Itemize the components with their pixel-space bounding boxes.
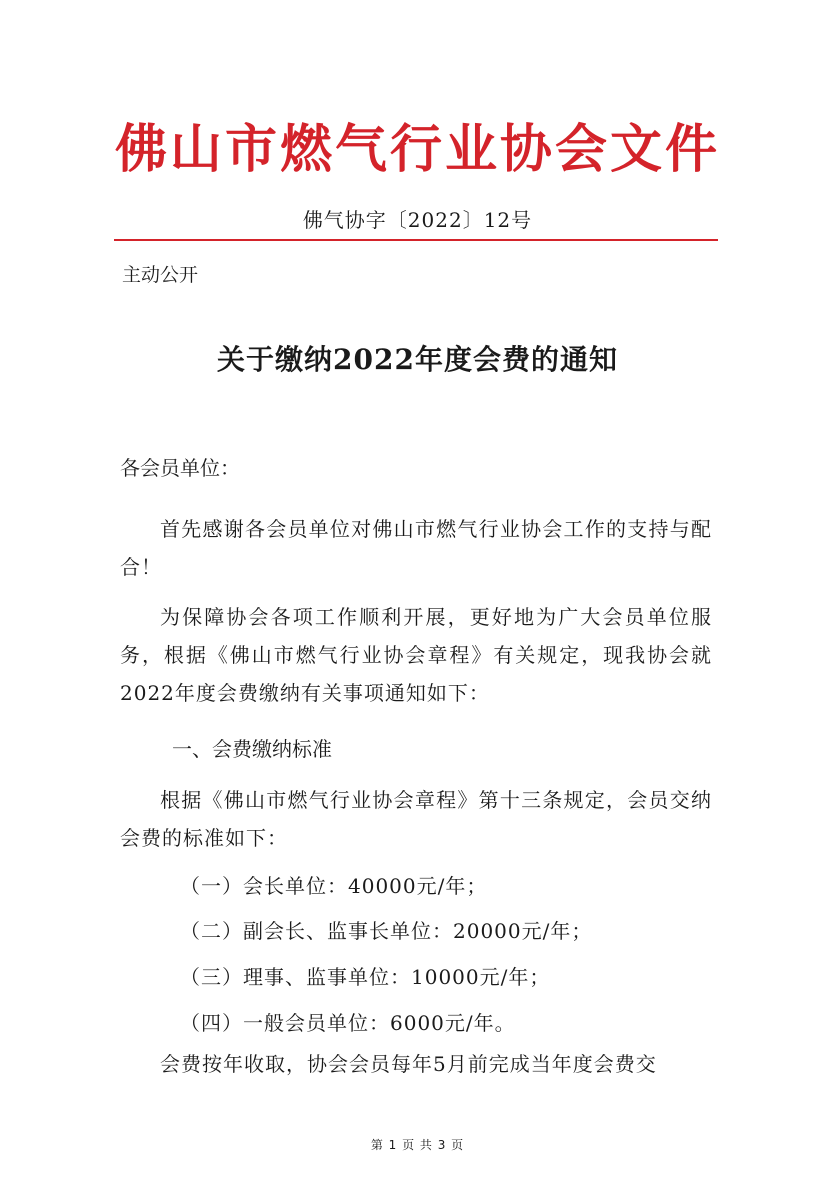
section-heading-fee-standard: 一、会费缴纳标准 xyxy=(172,737,332,761)
paragraph-collection xyxy=(120,1045,712,1092)
page-number-footer: 第 1 页 共 3 页 xyxy=(370,1138,465,1152)
paragraph-fee-rule xyxy=(120,781,712,866)
fee-item-general-member: （四）一般会员单位：6000元/年。 xyxy=(180,1011,516,1035)
paragraph-purpose xyxy=(120,598,712,721)
disclosure-label: 主动公开 xyxy=(122,264,199,286)
document-number: 佛气协字〔2022〕12号 xyxy=(302,208,533,232)
salutation: 各会员单位： xyxy=(120,456,240,480)
paragraph-purpose-text: 为保障协会各项工作顺利开展，更好地为广大会员单位服务，根据《佛山市燃气行业协会章程》有关规定，现我协会就2022年度会费缴纳有关事项通知如下： xyxy=(120,605,712,705)
paragraph-fee-rule-text: 根据《佛山市燃气行业协会章程》第十三条规定，会员交纳会费的标准如下： xyxy=(120,788,712,850)
organization-header-title: 佛山市燃气行业协会文件 xyxy=(114,119,720,180)
paragraph-thanks-text: 首先感谢各会员单位对佛山市燃气行业协会工作的支持与配合！ xyxy=(120,517,712,579)
fee-item-director: （三）理事、监事单位：10000元/年； xyxy=(180,965,551,989)
paragraph-collection-text: 会费按年收取，协会会员每年5月前完成当年度会费交 xyxy=(160,1052,657,1076)
paragraph-thanks xyxy=(120,510,712,595)
header-divider xyxy=(114,239,718,241)
notice-title: 关于缴纳2022年度会费的通知 xyxy=(217,343,618,376)
fee-item-vice-president: （二）副会长、监事长单位：20000元/年； xyxy=(180,919,593,943)
fee-item-president: （一）会长单位：40000元/年； xyxy=(180,874,488,898)
